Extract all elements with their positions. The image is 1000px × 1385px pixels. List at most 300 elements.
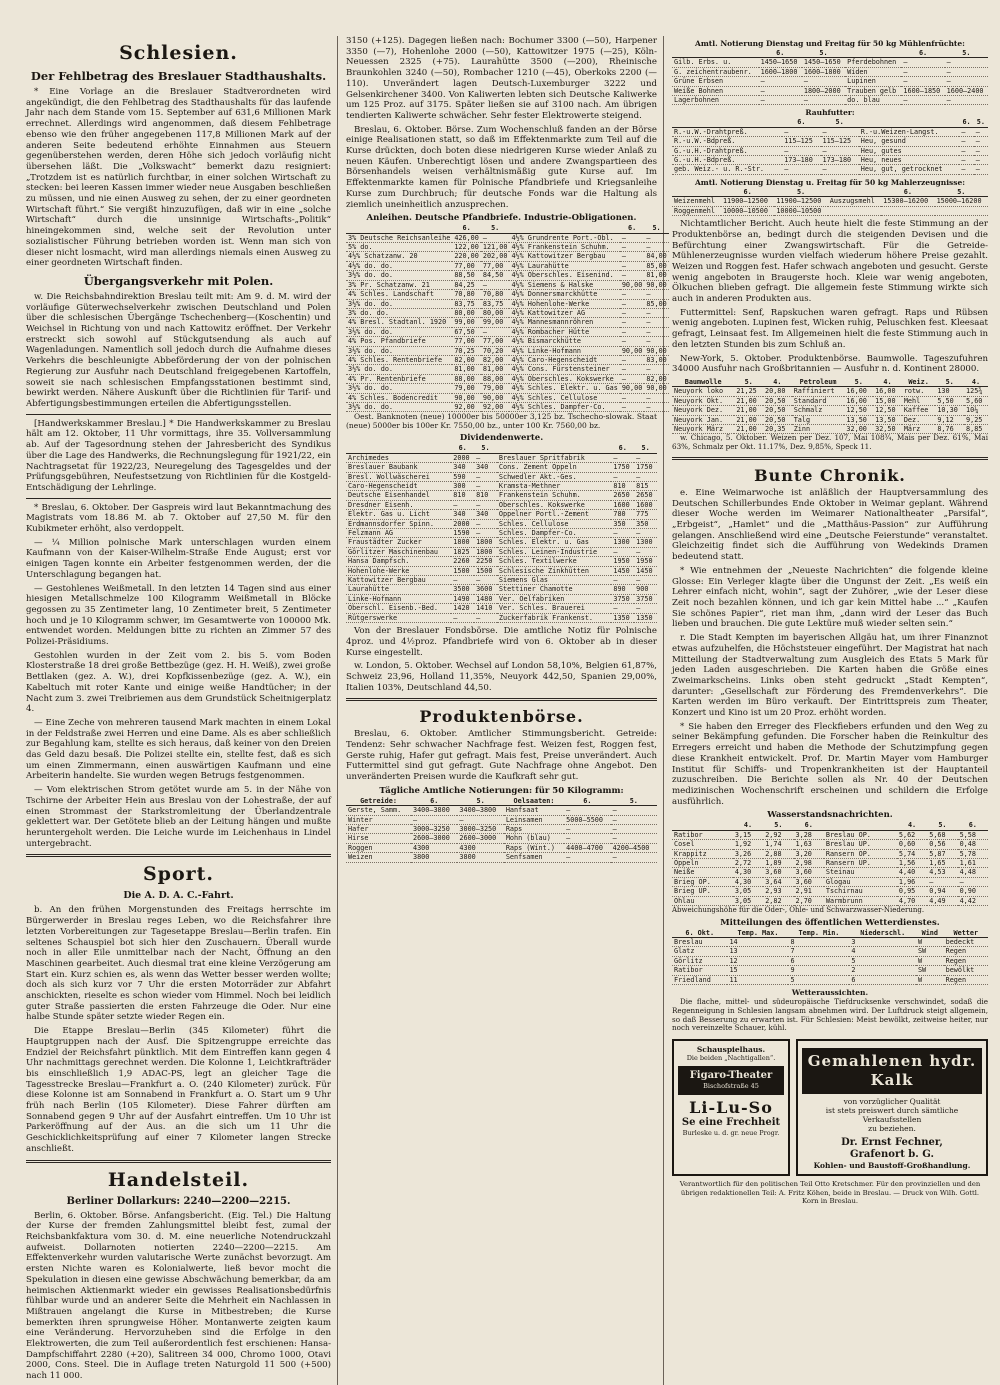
table-cell: 84,00 bbox=[646, 252, 667, 261]
table-cell: 90,00 bbox=[481, 393, 510, 402]
table-dividendenwerte bbox=[346, 444, 657, 623]
table-cell: 1800 bbox=[451, 538, 474, 547]
ad-kalk-company: Dr. Ernst Fechner, bbox=[841, 1137, 943, 1149]
table-cell: 4½% Kattowitzer AG bbox=[509, 308, 619, 317]
table-cell: 590 bbox=[451, 472, 474, 481]
table-cell: 115—125 bbox=[782, 137, 820, 146]
table-cell: Breslauer Baubank bbox=[346, 463, 451, 472]
table-cell: 9 bbox=[788, 966, 849, 975]
table-header-cell: 5. bbox=[974, 118, 988, 127]
table-cell: 3 bbox=[849, 937, 916, 946]
table-cell: 99,00 bbox=[481, 318, 510, 327]
table-cell: 77,00 bbox=[481, 337, 510, 346]
table-cell: 77,00 bbox=[452, 261, 481, 270]
table-row bbox=[346, 843, 657, 852]
table-cell: Steinau bbox=[824, 868, 897, 877]
table-header-row bbox=[672, 188, 988, 197]
table-header-cell: Niederschl. bbox=[849, 929, 916, 938]
article-gestohlen: Gestohlen wurden in der Zeit vom 2. bis 5. vom Boden Klosterstraße 18 drei große Bettbezüge (gez. H. H. Weiß), zwei große Bettlaken (gez. A. W.), drei Kopfkissenbezüge (gez. A. W.), ein Kabeltuch mit roter Kante und einige weiße Handtücher; in der Nacht zum 3. zwei Treibriemen aus dem Grundstück Scheitnigerplatz 4. bbox=[26, 650, 331, 715]
table-header-cell: 4. bbox=[873, 378, 902, 387]
table-cell: 90,00 bbox=[646, 280, 667, 289]
table-cell: Kramsta-Methner bbox=[497, 482, 611, 491]
table-header-cell: 6. bbox=[564, 797, 610, 806]
table-cell: Glogau bbox=[824, 877, 897, 886]
table-row bbox=[346, 355, 669, 364]
table-cell: — bbox=[620, 299, 644, 308]
table-cell: 9,12 bbox=[935, 415, 964, 424]
table-cell: 340 bbox=[451, 510, 474, 519]
table-cell: 4½% Donnersmarckhütte bbox=[509, 290, 619, 299]
table-cell: 77,00 bbox=[481, 261, 510, 270]
table-cell: — bbox=[901, 67, 944, 76]
table-cell: 4400—4700 bbox=[564, 843, 610, 852]
table-row bbox=[346, 365, 669, 374]
table-cell: Linke-Hofmann bbox=[346, 594, 451, 603]
table-cell: 67,50 bbox=[452, 327, 481, 336]
article-zeche: — Eine Zeche von mehreren tausend Mark machten in einem Lokal in der Feldstraße zwei Herren und eine Dame. Als es aber schließlich zur Begahlung kam, stellte es sich heraus, daß keiner von den Dreien das Geld dazu besaß. Die Polizei stellte ein, stellte fest, daß es sich um einen Zimmermann, einen auswärtigen Kaufmann und eine Arbeiterin handelte. Sie wurden wegen Betrugs festgenommen. bbox=[26, 717, 331, 782]
table-cell: 21,00 bbox=[734, 406, 763, 415]
table-cell: — bbox=[644, 393, 668, 402]
table-row bbox=[672, 830, 988, 839]
table-header-row bbox=[672, 929, 988, 938]
table-cell: Caro-Hegenscheidt bbox=[346, 482, 451, 491]
article-adac-2: Die Etappe Breslau—Berlin (345 Kilometer) führt die Hauptgruppen nach der Ausf. Die Spitzengruppe erreichte das Endziel der Reichsfahrt pünktlich. Mit dem Eintreffen kann gegen 4 Uhr nachmittags gerechnet werden. Die Kolonne 1, Leichtkrafträder bis einschließlich 1,9 ADAC-PS, legt an gleicher Tage die Tagesstrecke Breslau—Frankfurt a. O. (240 Kilometer) zurück. Für diese Kolonne ist am Sonnabend in Frankfurt a. O. Start um 9 Uhr früh nach Berlin (105 Kilometer). Diese Fahrer dürften am Sonnabend gegen 9 Uhr auf der Ausfahrt eintreffen. Um 10 Uhr ist Parkeröffnung auf der Aus. an die sich um 11 Uhr die Geschicklichkeitsprüfung auf einer 7 Kilometer langen Strecke anschließt. bbox=[26, 1026, 331, 1154]
table-cell: 4½% Siemens & Halske bbox=[509, 280, 619, 289]
table-cell: 4½% Rombacher Hütte bbox=[509, 327, 619, 336]
table-cell: 3½% do. do. bbox=[346, 271, 452, 280]
table-row bbox=[672, 67, 988, 76]
table-cell: G.-u.H.-Drahtpreß. bbox=[672, 146, 782, 155]
table-row bbox=[346, 594, 657, 603]
article-fleckfieber: * Sie haben den Erreger des Fleckfiebers erfunden und den Weg zu seiner Bekämpfung gefunden. Die Forscher haben die Reinkultur des Erregers erreicht und haben die Methode der Schutzimpfung gegen diese Krankheit entwickelt. Prof. Dr. Martin Mayer vom Hamburger Institut für Schiffs- und Tropenkrankheiten ist der Hauptanteil zuzuschreiben. Die Berichte sollen als Nr. 40 der Deutschen medizinischen Wochenschrift erscheinen und schildern die Erfolge ausführlich. bbox=[672, 721, 988, 807]
table-row bbox=[346, 374, 669, 383]
table-cell: 300 bbox=[451, 482, 474, 491]
table-cell: — bbox=[782, 127, 820, 136]
table-cell: — bbox=[564, 834, 610, 843]
table-header-cell: 5. bbox=[474, 444, 497, 453]
table-cell: — bbox=[945, 67, 988, 76]
table-cell: — bbox=[451, 576, 474, 585]
table-cell: 3,26 bbox=[733, 849, 763, 858]
table-header-cell: 5. bbox=[927, 821, 957, 830]
table-cell: 4½% Schles. Elektr. u. Gas bbox=[511, 384, 618, 393]
table-cell bbox=[935, 206, 988, 215]
table-header-cell: 5. bbox=[457, 797, 503, 806]
table-cell: — bbox=[620, 271, 644, 280]
table-cell: 1950 bbox=[634, 557, 657, 566]
table-cell: Weiße Bohnen bbox=[672, 86, 759, 95]
table-cell: — bbox=[620, 327, 644, 336]
table-cell: Auszugsmehl bbox=[828, 197, 881, 206]
table-cell: 20,50 bbox=[763, 396, 792, 405]
table-cell: 82,00 bbox=[452, 355, 481, 364]
table-cell: 20,50 bbox=[763, 415, 792, 424]
table-cell: 3000—3250 bbox=[457, 825, 503, 834]
ad-hydr-kalk bbox=[796, 1039, 988, 1176]
table-cell: 88,00 bbox=[452, 374, 481, 383]
table-cell: G.-u.H.-Bdpreß. bbox=[672, 156, 782, 165]
table-header-cell: Weiz. bbox=[902, 378, 936, 387]
table-cell: 20,35 bbox=[763, 424, 792, 433]
table-cell: 3½% do. do. bbox=[346, 346, 452, 355]
table-row bbox=[346, 853, 657, 862]
table-cell: 1825 bbox=[451, 547, 474, 556]
table-cell: — bbox=[634, 547, 657, 556]
table-muehlenfruechte bbox=[672, 49, 988, 105]
table-cell: — bbox=[644, 318, 668, 327]
table-cell: Raffiniert bbox=[792, 387, 845, 396]
table-cell: 4½% Oberschles. Eisenind. bbox=[509, 271, 619, 280]
table-cell: 4½% Mannesmannröhren bbox=[509, 318, 619, 327]
table-cell: 10,30 bbox=[935, 406, 964, 415]
table-cell: W bbox=[916, 975, 944, 984]
table-cell: 4200—4500 bbox=[611, 843, 657, 852]
table-cell: Breslau OP. bbox=[824, 830, 897, 839]
table-cell: — bbox=[620, 355, 644, 364]
table-cell: — bbox=[611, 604, 634, 613]
table-cell: Friedland bbox=[672, 975, 727, 984]
table-cell: — bbox=[620, 252, 644, 261]
table-cell: Ransern OP. bbox=[824, 849, 897, 858]
table-cell: R.-u.W.-Bdpreß. bbox=[672, 137, 782, 146]
table-header-cell: 5. bbox=[802, 49, 845, 58]
table-cell: 3600 bbox=[474, 585, 497, 594]
table-row bbox=[672, 146, 988, 155]
article-adac-1: b. An den frühen Morgenstunden des Freitags herrschte im Bürgerwerder in Breslau reges Leben, wo die Reichsfahrer ihre letzten Vorbereitungen zur Tagesetappe Breslau—Berlin trafen. Ein seltenes Schauspiel bot sich hier den Zuschauern. Überall wurde noch in aller Eile unmittelbar nach der Nacht, Öffnung an den Maschinen gearbeitet. Auch diesmal trat eine kleine Verzögerung am Start ein. Kurz schien es, als wenn das Wetter besser werden wollte; doch als sich kurz vor 7 Uhr die ersten Motorräder zur Abfahrt anschickten, rieselte es schon wieder vom Himmel. Noch bei leidlich guter Straße passierten die ersten Fahrzeuge die Oder. Nur eine halbe Stunde später setzte wieder Regen ein. bbox=[26, 905, 331, 1023]
table-cell: — bbox=[474, 472, 497, 481]
table-cell: 4½% Schatzanw. 20 bbox=[346, 252, 452, 261]
table-cell: 90,00 bbox=[452, 393, 481, 402]
table-header-cell: 5. bbox=[935, 378, 964, 387]
table-cell: Mohn (blau) bbox=[504, 834, 564, 843]
table-cell: 2000 bbox=[451, 453, 474, 462]
table-row bbox=[672, 165, 988, 174]
section-title-produktenboerse: Produktenbörse. bbox=[419, 707, 584, 727]
table-cell bbox=[828, 206, 881, 215]
table-row bbox=[672, 956, 988, 965]
table-cell: 775 bbox=[634, 510, 657, 519]
table-cell: 810 bbox=[474, 491, 497, 500]
table-cell: 1600 bbox=[611, 500, 634, 509]
table-cell: 4½% Caro-Hegenscheidt bbox=[509, 355, 619, 364]
table-row bbox=[672, 966, 988, 975]
table-row bbox=[346, 271, 669, 280]
table-cell: 5000—5500 bbox=[564, 815, 610, 824]
table-cell: 2000 bbox=[451, 519, 474, 528]
table-row bbox=[672, 868, 988, 877]
table-row bbox=[346, 252, 669, 261]
table-row bbox=[346, 500, 657, 509]
table-cell: — bbox=[620, 261, 644, 270]
table-cell: Dez. bbox=[902, 415, 936, 424]
table-cell: 1950 bbox=[611, 557, 634, 566]
table-row bbox=[346, 604, 657, 613]
table-cell: Neuyork März bbox=[672, 424, 734, 433]
table-header-row bbox=[672, 378, 988, 387]
table-cell: 15 bbox=[727, 966, 788, 975]
table-cell: Brieg OP. bbox=[672, 877, 733, 886]
table-cell: 1450—1650 bbox=[802, 58, 845, 67]
table-cell: 3000—3250 bbox=[411, 825, 457, 834]
table-cell: Heu, gutes bbox=[859, 146, 960, 155]
article-wetteraussichten: Die flache, mittel- und südeuropäische Tiefdrucksenke verschwindet, sodaß die Regenneigung in Schlesien langsam abnehmen wird. Der Luftdruck steigt allgemein, so daß Besserung zu erwarten ist. Für Schlesien: Meist bewölkt, zeitweise heiter, nur noch vereinzelte Schauer, kühl. bbox=[672, 996, 988, 1033]
table-cell: Weizenmehl bbox=[672, 197, 721, 206]
table-title-anleihen: Anleihen. Deutsche Pfandbriefe. Industrie-Obligationen. bbox=[366, 213, 637, 224]
table-cell: — bbox=[634, 576, 657, 585]
table-cell: 16,00 bbox=[844, 396, 873, 405]
table-cell: 0,90 bbox=[958, 887, 988, 896]
table-cell: 2,88 bbox=[763, 849, 793, 858]
table-cell: 77,00 bbox=[452, 337, 481, 346]
table-cell: — bbox=[644, 243, 668, 252]
table-cell: Felzmann AG bbox=[346, 529, 451, 538]
table-cell: 4,30 bbox=[733, 868, 763, 877]
table-cell: — bbox=[611, 547, 634, 556]
article-nichtamtlich: Nichtamtlicher Bericht. Auch heute hielt die feste Stimmung an der Produktenbörse an, bedingt durch die steigenden Devisen und die Befürchtung einer Zwangswirtschaft. Für die Getreide-Mühlenerzeugnisse wurden vielfach wiederum höhere Preise gezahlt. Weizen und Roggen fest. Hafer schwach angeboten und gesucht. Gerste wenig angeboten in Braugerste hoch. Kleie war wenig angeboten, Ölkuchen blieben gefragt. Die allgemein feste Stimmung wirkte sich auch in anderen Produkten aus. bbox=[672, 219, 988, 305]
article-gaspreis: * Breslau, 6. Oktober. Der Gaspreis wird laut Bekanntmachung des Magistrats vom 18.86 M. ab 7. Oktober auf 27,50 M. für den Kubikmeter erhöht, also verdoppelt. bbox=[26, 502, 331, 535]
table-cell: Ratibor bbox=[672, 830, 733, 839]
table-cell: Deutsche Eisenhandel bbox=[346, 491, 451, 500]
table-cell: 121,00 bbox=[482, 243, 508, 252]
table-cell: Standard bbox=[792, 396, 845, 405]
table-cell: 70,80 bbox=[481, 290, 510, 299]
table-cell: 810 bbox=[611, 482, 634, 491]
table-cell: 202,00 bbox=[482, 252, 508, 261]
table-cell: — bbox=[474, 576, 497, 585]
table-header-cell: 4. bbox=[733, 821, 763, 830]
table-cell: 4300 bbox=[457, 843, 503, 852]
table-cell: Senfsamen bbox=[504, 853, 564, 862]
table-cell: 2,93 bbox=[763, 887, 793, 896]
table-cell: — bbox=[821, 146, 859, 155]
table-cell: — bbox=[974, 137, 988, 146]
table-cell: Görlitzer Maschinenbau bbox=[346, 547, 451, 556]
table-header-cell: 5. bbox=[734, 378, 763, 387]
table-cell: Oppelner Portl.-Zement bbox=[497, 510, 611, 519]
table-cell: 3,28 bbox=[794, 830, 824, 839]
table-cell: 5,74 bbox=[897, 849, 927, 858]
table-cell: — bbox=[802, 96, 845, 105]
ad-figaro-theater bbox=[672, 1039, 790, 1176]
table-cell: — bbox=[901, 96, 944, 105]
table-cell: 21,00 bbox=[734, 424, 763, 433]
table-header-cell bbox=[672, 118, 782, 127]
table-cell: Regen bbox=[944, 975, 988, 984]
table-cell: — bbox=[611, 529, 634, 538]
table-cell: Schles. Elektr. u. Gas bbox=[497, 538, 611, 547]
table-header-cell: 6. Okt. bbox=[672, 929, 727, 938]
table-cell: 122,00 bbox=[454, 243, 479, 252]
table-cell: Oppeln bbox=[672, 858, 733, 867]
table-header-row bbox=[346, 224, 669, 233]
table-title-dividendenwerte: Dividendenwerte. bbox=[459, 433, 544, 444]
table-cell: — bbox=[901, 58, 944, 67]
table-cell: — bbox=[620, 393, 644, 402]
table-header-cell: 5. bbox=[945, 49, 988, 58]
ad-theater-top: Schauspielhaus. bbox=[696, 1045, 766, 1055]
table-title-wetter: Mitteilungen des öffentlichen Wetterdienstes. bbox=[720, 917, 940, 928]
table-cell: Ver. Schles. Brauerei bbox=[497, 604, 611, 613]
table-cell: 5,78 bbox=[958, 849, 988, 858]
table-cell: 4½% do. do. bbox=[346, 261, 452, 270]
table-header-cell: Petroleum bbox=[792, 378, 845, 387]
table-cell: — bbox=[644, 233, 668, 242]
table-cell: 3750 bbox=[611, 594, 634, 603]
table-cell bbox=[881, 206, 934, 215]
table-cell: 1,92 bbox=[733, 840, 763, 849]
table-cell: 79,00 bbox=[452, 384, 481, 393]
table-cell: — bbox=[481, 233, 510, 242]
table-cell: Ver. Oelfabriken bbox=[497, 594, 611, 603]
table-cell: 85,00 bbox=[646, 261, 667, 270]
table-cell: 79,00 bbox=[481, 384, 510, 393]
table-cell: — bbox=[644, 365, 668, 374]
table-cell: bedeckt bbox=[944, 937, 988, 946]
table-header-cell: 6. bbox=[411, 797, 457, 806]
table-cell: — bbox=[611, 806, 657, 815]
table-cell: — bbox=[802, 77, 845, 86]
table-cell: 0,60 bbox=[897, 840, 927, 849]
table-cell: — bbox=[759, 96, 802, 105]
table-cell: 5,87 bbox=[927, 849, 957, 858]
table-cell: — bbox=[474, 482, 497, 491]
table-cell: R.-u.Weizen-Langst. bbox=[859, 127, 960, 136]
headline-adac: Die A. D. A. C.-Fahrt. bbox=[123, 890, 234, 902]
table-cell: — bbox=[634, 604, 657, 613]
table-cell: 4 bbox=[849, 947, 916, 956]
table-cell: Breslau bbox=[672, 937, 727, 946]
table-cell: Raps (Wint.) bbox=[504, 843, 564, 852]
table-cell: 82,00 bbox=[646, 374, 667, 383]
table-cell: 3% Pr. Schatzanw. 21 bbox=[346, 280, 452, 289]
ad-kalk-line2: ist stets preiswert durch sämtliche Verkaufsstellen bbox=[825, 1106, 959, 1125]
table-cell: 2650 bbox=[634, 491, 657, 500]
table-header-cell: 6. bbox=[451, 444, 474, 453]
table-row bbox=[672, 77, 988, 86]
table-row bbox=[346, 585, 657, 594]
table-cell: Regen bbox=[944, 947, 988, 956]
table-cell: 81,00 bbox=[646, 271, 667, 280]
table-cell: 1490 bbox=[451, 594, 474, 603]
table-cell: — bbox=[620, 318, 644, 327]
table-row bbox=[346, 290, 669, 299]
table-row bbox=[346, 557, 657, 566]
table-header-cell: Oelsaaten: bbox=[504, 797, 564, 806]
table-cell: G. zeichentraubenr. bbox=[672, 67, 759, 76]
table-cell: 4½% Schles. Dampfer-Co. bbox=[509, 402, 619, 411]
table-row bbox=[346, 547, 657, 556]
table-cell: Hohenlohe-Werke bbox=[346, 566, 451, 575]
table-cell: Breslau UP. bbox=[824, 840, 897, 849]
table-row bbox=[346, 299, 669, 308]
table-cell: W bbox=[916, 937, 944, 946]
table-cell: 4,70 bbox=[897, 896, 927, 905]
table-row bbox=[346, 519, 657, 528]
table-cell: 4½% Laurahütte bbox=[509, 261, 619, 270]
section-title-sport: Sport. bbox=[142, 863, 215, 886]
table-cell: 1410 bbox=[474, 604, 497, 613]
table-cell: Roggen bbox=[346, 843, 411, 852]
table-cell: 1480 bbox=[474, 594, 497, 603]
table-header-cell: 6. bbox=[881, 188, 934, 197]
table-cell: Schles. Leinen-Industrie bbox=[497, 547, 611, 556]
table-row bbox=[346, 806, 657, 815]
table-cell: 4½% Frankenstein Schuhm. bbox=[509, 243, 619, 252]
table-cell: SW bbox=[916, 947, 944, 956]
table-cell: Archimedes bbox=[346, 453, 451, 462]
table-cell: 70,20 bbox=[481, 346, 510, 355]
table-header-cell: 6. bbox=[782, 118, 820, 127]
table-cell: 21,00 bbox=[734, 396, 763, 405]
table-header-cell: Temp. Max. bbox=[727, 929, 788, 938]
table-row bbox=[346, 482, 657, 491]
table-cell: — bbox=[644, 327, 668, 336]
table-cell: 2 bbox=[849, 966, 916, 975]
table-cell: 810 bbox=[451, 491, 474, 500]
table-cell: — bbox=[821, 165, 859, 174]
column-right bbox=[672, 36, 994, 1385]
article-weissmetall: — Gestohlenes Weißmetall. In den letzten 14 Tagen sind aus einer hiesigen Metallschmelze 100 Kilogramm Weißmetall in Blöcke gegossen zu 35 Zentimeter lang, 10 Zentimeter breit, 5 Zentimeter hoch und je 10 Kilogramm schwer, im Gesamtwerte von 100000 Mk. entwendet worden. Meldungen bitte zu richten an Zimmer 57 des Polizei-Präsidiums. bbox=[26, 583, 331, 648]
table-cell: 3½% do. do. bbox=[346, 299, 452, 308]
table-cell: 3,15 bbox=[733, 830, 763, 839]
table-cell: 3½% do. do. bbox=[346, 365, 452, 374]
section-title-bunte-chronik: Bunte Chronik. bbox=[754, 465, 906, 485]
table-cell: 3400—3800 bbox=[457, 806, 503, 815]
table-cell: — bbox=[474, 529, 497, 538]
table-cell: 1750 bbox=[611, 463, 634, 472]
table-cell: 90,00 bbox=[621, 280, 643, 289]
table-cell: — bbox=[634, 472, 657, 481]
table-cell: 815 bbox=[634, 482, 657, 491]
table-row bbox=[346, 233, 669, 242]
table-header-cell: Baumwolle bbox=[672, 378, 734, 387]
table-row bbox=[346, 261, 669, 270]
table-cell: — bbox=[759, 86, 802, 95]
ad-kalk-line1: von vorzüglicher Qualität bbox=[843, 1097, 941, 1107]
table-cell: Oberschles. Kokswerke bbox=[497, 500, 611, 509]
table-row bbox=[672, 877, 988, 886]
table-header-cell: 4. bbox=[964, 378, 988, 387]
table-cell: 5 bbox=[788, 975, 849, 984]
table-cell: — bbox=[451, 500, 474, 509]
table-cell: Schwedler Akt.-Ges. bbox=[497, 472, 611, 481]
table-cell: 1600—2400 bbox=[945, 86, 988, 95]
table-cell: 84,25 bbox=[452, 280, 481, 289]
table-header-cell: 6. bbox=[759, 49, 802, 58]
table-cell: 115—125 bbox=[821, 137, 859, 146]
table-header-cell: 6. bbox=[620, 224, 644, 233]
ad-kalk-city: Grafenort b. G. bbox=[850, 1149, 934, 1161]
table-cell: — bbox=[474, 613, 497, 622]
table-cell: 88,00 bbox=[481, 374, 510, 383]
table-cell: 70,80 bbox=[452, 290, 481, 299]
table-cell: rotw. bbox=[902, 387, 936, 396]
note-banknoten: Oest. Banknoten (neue) 10000er bis 50000er 3,125 bz. Tschecho-slowak. Staat (neue) 5000er bis 100er Kr. 7550,00 bz., unter 100 Kr. 7560,00 bz. bbox=[346, 412, 657, 431]
headline-polen: Übergangsverkehr mit Polen. bbox=[83, 273, 274, 288]
table-cell: 890 bbox=[611, 585, 634, 594]
table-header-row bbox=[672, 118, 988, 127]
table-row bbox=[346, 538, 657, 547]
table-cell: — bbox=[620, 374, 644, 383]
table-row bbox=[346, 318, 669, 327]
table-cell: bewölkt bbox=[944, 966, 988, 975]
table-header-cell: 6. bbox=[794, 821, 824, 830]
table-cell: 4½% Bismarckhütte bbox=[509, 337, 619, 346]
table-cell: 11 bbox=[727, 975, 788, 984]
table-cell: 4% Schles. Landschaft bbox=[346, 290, 452, 299]
note-wasserstand: Abweichungshöhe für die Oder-, Ohle- und Schwarzwasser-Niederung. bbox=[672, 906, 925, 915]
table-cell: 2,98 bbox=[794, 858, 824, 867]
